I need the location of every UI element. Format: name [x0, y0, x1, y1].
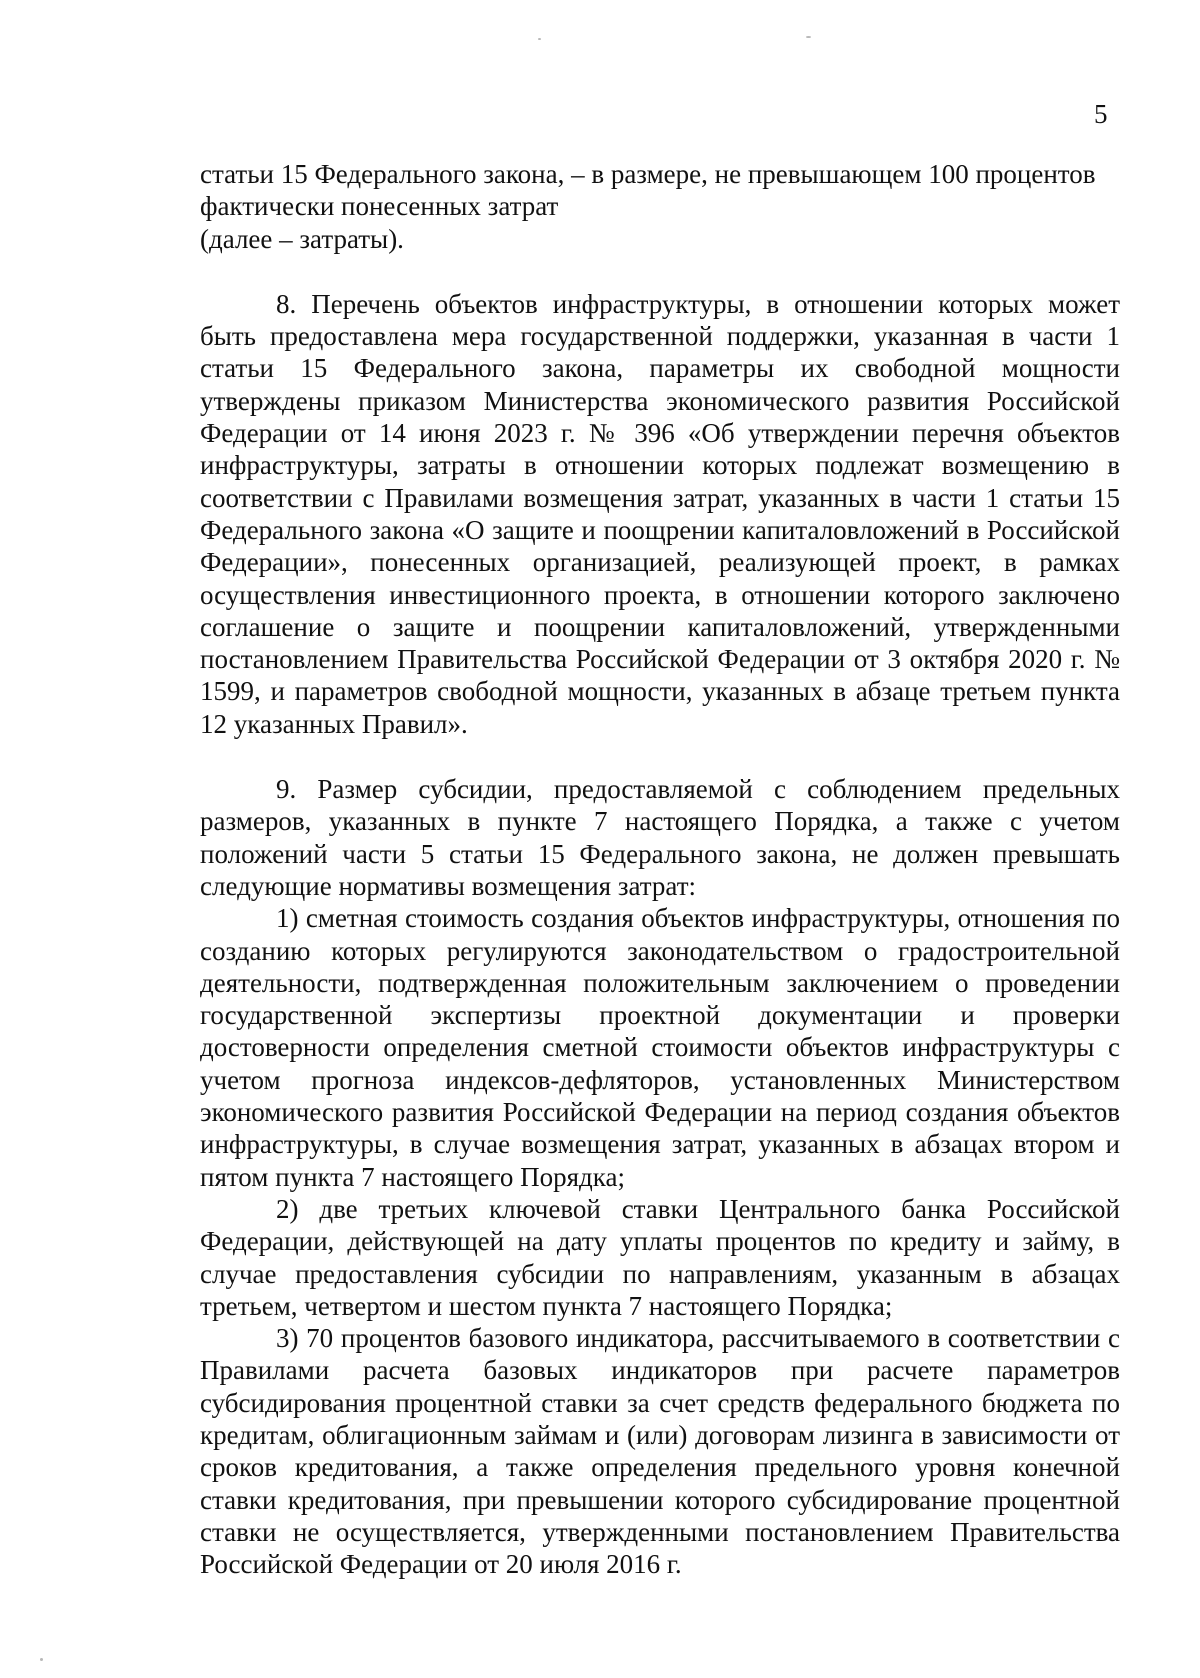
- paragraph-gap: [200, 255, 1120, 288]
- page-number: 5: [1094, 99, 1108, 129]
- paragraph-gap: [200, 740, 1120, 773]
- continuation-line-2: фактически понесенных затрат: [200, 191, 559, 222]
- document-body: [200, 158, 1120, 1580]
- scan-speck: [538, 38, 541, 40]
- paragraph-9-item-3: 3) 70 процентов базового индикатора, рассчитываемого в соответствии с Правилами расчета базовых индикаторов при расчете параметров субсидирования процентной ставки за счет средств федерального бюджета по кредитам, облигационным займам и (или) договорам лизинга в зависимости от сроков кредитования, а также определения предельного уровня конечной ставки кредитования, при превышении которого субсидирование процентной ставки не осуществляется, утвержденными постановлением Правительства Российской Федерации от 20 июля 2016 г.: [200, 1323, 1120, 1580]
- continuation-line-1: статьи 15 Федерального закона, – в размере, не превышающем 100 процентов: [200, 159, 1096, 189]
- continuation-line-3: (далее – затраты).: [200, 223, 404, 254]
- scan-speck: [806, 36, 811, 38]
- scan-speck: [40, 1658, 43, 1661]
- paragraph-9-item-2: 2) две третьих ключевой ставки Центрального банка Российской Федерации, действующей на дату уплаты процентов по кредиту и займу, в случае предоставления субсидии по направлениям, указанным в абзацах третьем, четвертом и шестом пункта 7 настоящего Порядка;: [200, 1193, 1120, 1321]
- paragraph-9-intro: 9. Размер субсидии, предоставляемой с соблюдением предельных размеров, указанных в пункте 7 настоящего Порядка, а также с учетом положений части 5 статьи 15 Федерального закона, не должен превышать следующие нормативы возмещения затрат:: [200, 774, 1120, 901]
- paragraph-9-item-1: 1) сметная стоимость создания объектов инфраструктуры, отношения по созданию которых регулируются законодательством о градостроительной деятельности, подтвержденная положительным заключением о проведении государственной экспертизы проектной документации и проверки достоверности определения сметной стоимости объектов инфраструктуры с учетом прогноза индексов-дефляторов, установленных Министерством экономического развития Российской Федерации на период создания объектов инфраструктуры, в случае возмещения затрат, указанных в абзацах втором и пятом пункта 7 настоящего Порядка;: [200, 903, 1120, 1192]
- paragraph-8: 8. Перечень объектов инфраструктуры, в отношении которых может быть предоставлена мера государственной поддержки, указанная в части 1 статьи 15 Федерального закона, параметры их свободной мощности утверждены приказом Министерства экономического развития Российской Федерации от 14 июня 2023 г. № 396 «Об утверждении перечня объектов инфраструктуры, затраты в отношении которых подлежат возмещению в соответствии с Правилами возмещения затрат, указанных в части 1 статьи 15 Федерального закона «О защите и поощрении капиталовложений в Российской Федерации», понесенных организацией, реализующей проект, в рамках осуществления инвестиционного проекта, в отношении которого заключено соглашение о защите и поощрении капиталовложений, утвержденными постановлением Правительства Российской Федерации от 3 октября 2020 г. № 1599, и параметров свободной мощности, указанных в абзаце третьем пункта 12 указанных Правил».: [200, 288, 1120, 739]
